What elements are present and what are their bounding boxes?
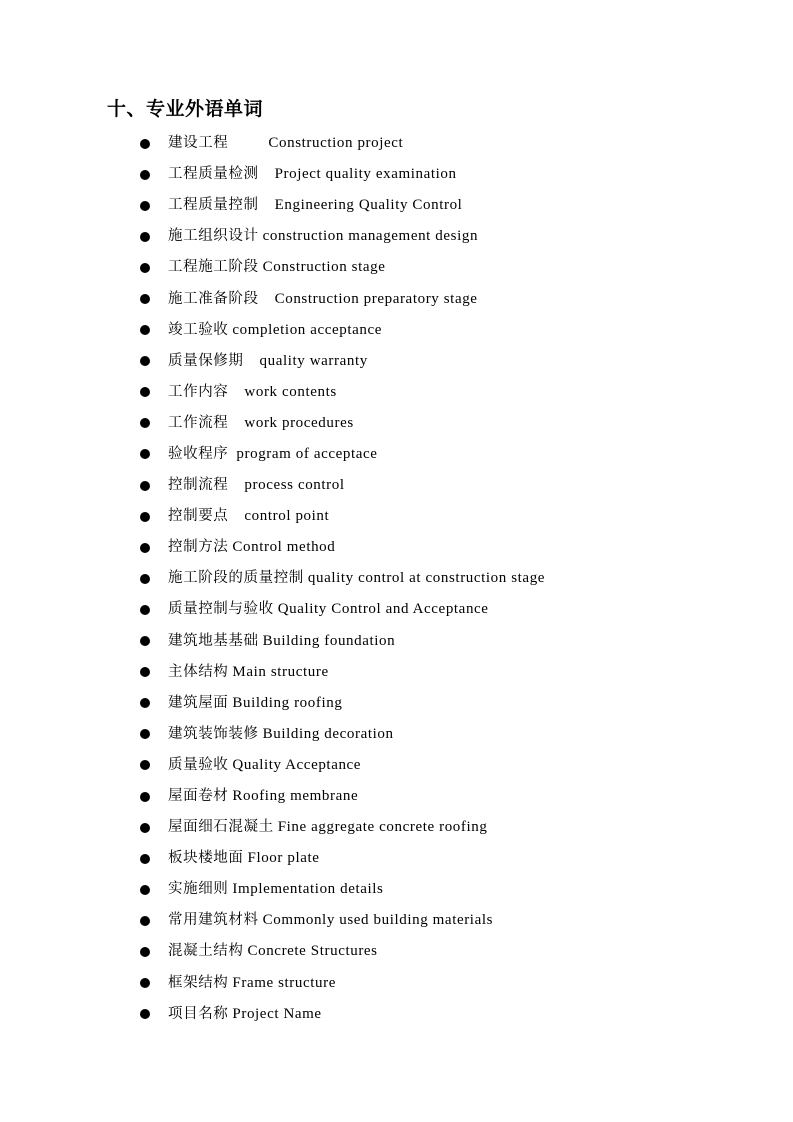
bullet-icon — [140, 574, 150, 584]
term-english: construction management design — [262, 228, 479, 245]
term-chinese: 工程施工阶段 — [168, 259, 259, 276]
bullet-icon — [140, 418, 150, 428]
term-chinese: 屋面细石混凝土 — [168, 819, 274, 836]
term-text — [168, 905, 493, 936]
term-text — [168, 315, 382, 346]
term-chinese: 验收程序 — [168, 445, 229, 462]
term-english: Engineering Quality Control — [274, 197, 463, 214]
term-text — [168, 563, 545, 594]
bullet-icon — [140, 916, 150, 926]
term-english: quality control at construction stage — [307, 570, 546, 587]
term-chinese: 施工准备阶段 — [168, 290, 259, 307]
bullet-icon — [140, 760, 150, 770]
term-english: Project Name — [232, 1005, 322, 1022]
term-chinese: 控制流程 — [168, 477, 229, 494]
term-chinese: 板块楼地面 — [168, 850, 244, 867]
bullet-icon — [140, 729, 150, 739]
term-chinese: 混凝土结构 — [168, 943, 244, 960]
bullet-icon — [140, 481, 150, 491]
bullet-icon — [140, 885, 150, 895]
term-chinese: 屋面卷材 — [168, 788, 229, 805]
term-chinese: 控制方法 — [168, 539, 229, 556]
term-english: Building decoration — [262, 725, 394, 742]
term-chinese: 竣工验收 — [168, 321, 229, 338]
term-chinese: 主体结构 — [168, 663, 229, 680]
term-english: control point — [244, 508, 330, 525]
term-chinese: 施工阶段的质量控制 — [168, 570, 304, 587]
bullet-icon — [140, 543, 150, 553]
term-text — [168, 657, 329, 688]
bullet-icon — [140, 667, 150, 677]
term-english: Building roofing — [232, 694, 343, 711]
bullet-icon — [140, 387, 150, 397]
term-text — [168, 470, 345, 501]
term-text — [168, 968, 336, 999]
term-chinese: 工作流程 — [168, 414, 229, 431]
bullet-icon — [140, 139, 150, 149]
term-text — [168, 128, 403, 159]
term-text — [168, 501, 329, 532]
term-english: Construction preparatory stage — [274, 290, 478, 307]
term-english: Fine aggregate concrete roofing — [277, 819, 488, 836]
term-chinese: 工作内容 — [168, 383, 229, 400]
term-text — [168, 719, 394, 750]
bullet-icon — [140, 854, 150, 864]
term-text — [168, 594, 489, 625]
term-chinese: 建设工程 — [168, 135, 229, 152]
term-chinese: 项目名称 — [168, 1005, 229, 1022]
term-text — [168, 346, 368, 377]
bullet-icon — [140, 947, 150, 957]
term-english: process control — [244, 477, 345, 494]
term-chinese: 实施细则 — [168, 881, 229, 898]
term-text — [168, 781, 358, 812]
bullet-icon — [140, 356, 150, 366]
term-english: quality warranty — [259, 352, 368, 369]
section-heading: 十、专业外语单词 — [107, 98, 264, 120]
term-chinese: 常用建筑材料 — [168, 912, 259, 929]
bullet-icon — [140, 823, 150, 833]
term-text — [168, 377, 337, 408]
term-english: Floor plate — [247, 850, 320, 867]
term-english: work contents — [244, 383, 337, 400]
bullet-icon — [140, 170, 150, 180]
term-english: Quality Control and Acceptance — [277, 601, 489, 618]
bullet-icon — [140, 232, 150, 242]
term-text — [168, 221, 478, 252]
bullet-icon — [140, 449, 150, 459]
term-chinese: 框架结构 — [168, 974, 229, 991]
term-chinese: 工程质量检测 — [168, 166, 259, 183]
term-english: Project quality examination — [274, 166, 457, 183]
term-text — [168, 688, 342, 719]
term-chinese: 质量保修期 — [168, 352, 244, 369]
bullet-icon — [140, 294, 150, 304]
term-english: Construction project — [268, 135, 404, 152]
term-text — [168, 750, 361, 781]
term-chinese: 施工组织设计 — [168, 228, 259, 245]
term-text — [168, 190, 462, 221]
term-english: completion acceptance — [232, 321, 383, 338]
term-english: Construction stage — [262, 259, 386, 276]
term-english: work procedures — [244, 414, 354, 431]
term-text — [168, 936, 378, 967]
term-chinese: 控制要点 — [168, 508, 229, 525]
term-text — [168, 532, 335, 563]
term-english: Roofing membrane — [232, 788, 359, 805]
term-text — [168, 812, 487, 843]
bullet-icon — [140, 512, 150, 522]
term-text — [168, 284, 478, 315]
term-text — [168, 252, 385, 283]
term-english: Implementation details — [232, 881, 384, 898]
bullet-icon — [140, 201, 150, 211]
term-text — [168, 439, 378, 470]
term-chinese: 质量控制与验收 — [168, 601, 274, 618]
term-english: Building foundation — [262, 632, 396, 649]
term-text — [168, 159, 457, 190]
term-chinese: 建筑地基基础 — [168, 632, 259, 649]
term-english: Control method — [232, 539, 336, 556]
term-english: Commonly used building materials — [262, 912, 494, 929]
term-english: program of acceptace — [236, 445, 378, 462]
term-text — [168, 408, 354, 439]
bullet-icon — [140, 636, 150, 646]
bullet-icon — [140, 325, 150, 335]
term-text — [168, 874, 384, 905]
term-text — [168, 843, 320, 874]
term-text — [168, 999, 322, 1030]
term-english: Quality Acceptance — [232, 756, 362, 773]
bullet-icon — [140, 698, 150, 708]
term-chinese: 建筑屋面 — [168, 694, 229, 711]
bullet-icon — [140, 1009, 150, 1019]
term-english: Frame structure — [232, 974, 336, 991]
term-chinese: 建筑装饰装修 — [168, 725, 259, 742]
bullet-icon — [140, 978, 150, 988]
term-text — [168, 626, 395, 657]
bullet-icon — [140, 605, 150, 615]
term-english: Main structure — [232, 663, 329, 680]
bullet-icon — [140, 792, 150, 802]
bullet-icon — [140, 263, 150, 273]
term-chinese: 工程质量控制 — [168, 197, 259, 214]
term-english: Concrete Structures — [247, 943, 378, 960]
term-chinese: 质量验收 — [168, 756, 229, 773]
